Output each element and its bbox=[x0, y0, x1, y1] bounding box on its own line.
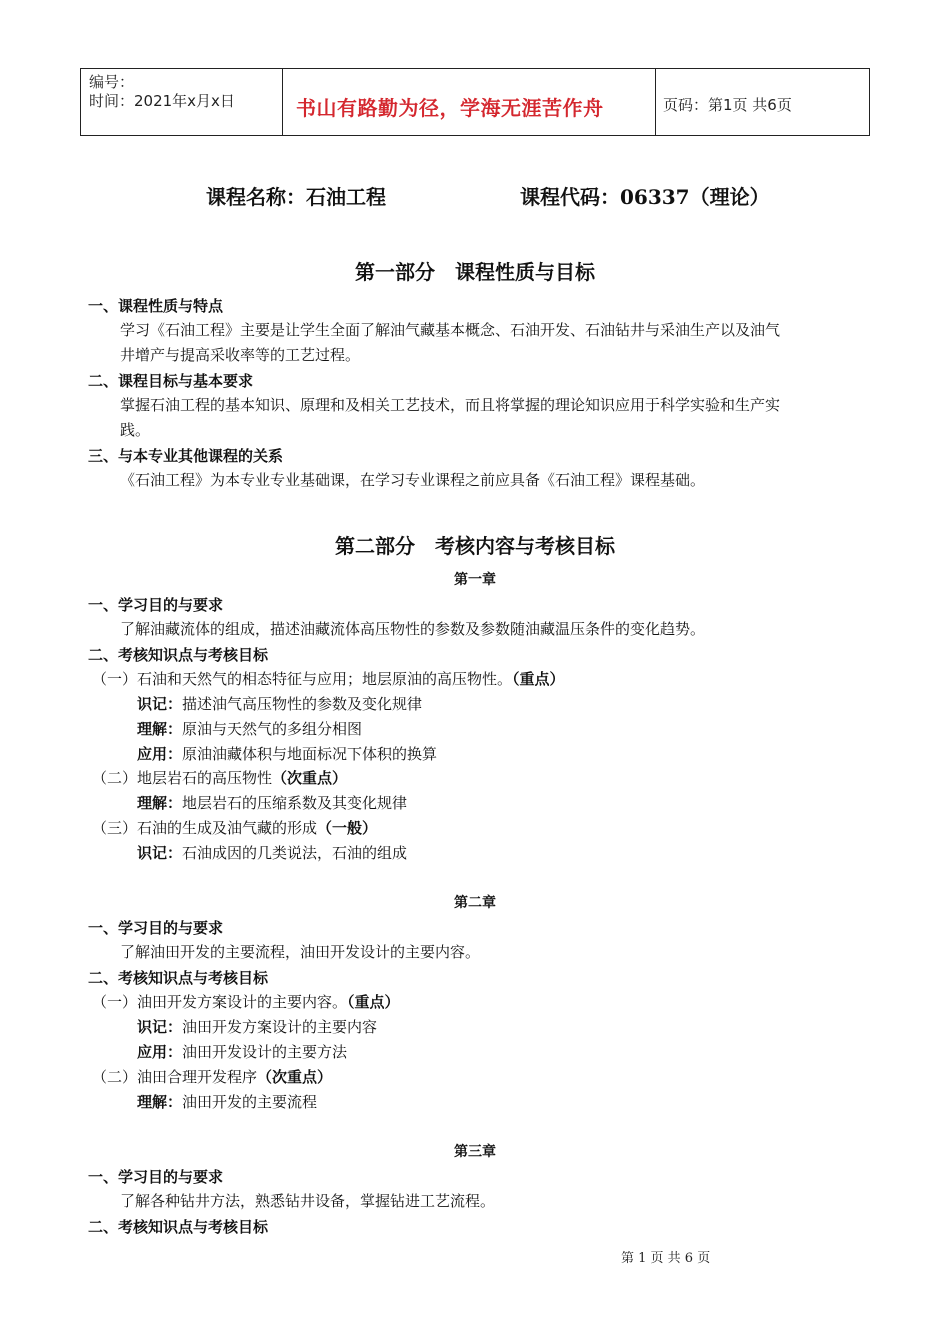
objective-text: 描述油气高压物性的参数及变化规律 bbox=[182, 695, 423, 713]
course-name: 课程名称：石油工程 bbox=[206, 185, 386, 209]
paragraph-line: 践。 bbox=[120, 421, 151, 439]
paragraph-line: 井增产与提高采收率等的工艺过程。 bbox=[120, 346, 361, 364]
priority-tag: （重点） bbox=[347, 993, 400, 1011]
objective-label: 识记： bbox=[137, 1018, 183, 1036]
paragraph-line: 了解油田开发的主要流程，油田开发设计的主要内容。 bbox=[120, 943, 481, 961]
knowledge-point bbox=[92, 1066, 332, 1087]
paragraph-line: 掌握石油工程的基本知识、原理和及相关工艺技术，而且将掌握的理论知识应用于科学实验和生产实 bbox=[120, 396, 781, 414]
knowledge-point bbox=[92, 668, 565, 689]
header-top-border bbox=[80, 68, 870, 69]
header-divider bbox=[655, 68, 656, 136]
part2-title: 第二部分 考核内容与考核目标 bbox=[335, 534, 615, 558]
knowledge-point-text: （一）油田开发方案设计的主要内容。 bbox=[92, 993, 348, 1011]
objective-line bbox=[137, 743, 437, 764]
priority-tag: （次重点） bbox=[257, 1068, 333, 1086]
objective-text: 原油油藏体积与地面标况下体积的换算 bbox=[182, 745, 438, 763]
objective-label: 识记： bbox=[137, 695, 183, 713]
objective-label: 应用： bbox=[137, 1043, 183, 1061]
paragraph-line: 了解各种钻井方法，熟悉钻井设备，掌握钻进工艺流程。 bbox=[120, 1192, 496, 1210]
knowledge-point bbox=[92, 991, 400, 1012]
section-heading: 一、学习目的与要求 bbox=[88, 596, 224, 614]
header-bottom-border bbox=[80, 135, 870, 136]
chapter-title: 第一章 bbox=[454, 572, 496, 588]
document-number-label: 编号： bbox=[89, 73, 135, 91]
chapter-title: 第三章 bbox=[454, 1144, 496, 1160]
objective-label: 理解： bbox=[137, 794, 183, 812]
part1-title: 第一部分 课程性质与目标 bbox=[355, 260, 595, 284]
knowledge-point-text: （三）石油的生成及油气藏的形成 bbox=[92, 819, 318, 837]
priority-tag: （次重点） bbox=[272, 769, 348, 787]
section-heading: 二、考核知识点与考核目标 bbox=[88, 646, 269, 664]
priority-tag: （重点） bbox=[512, 670, 565, 688]
objective-text: 石油成因的几类说法，石油的组成 bbox=[182, 844, 408, 862]
knowledge-point-text: （一）石油和天然气的相态特征与应用；地层原油的高压物性。 bbox=[92, 670, 513, 688]
header-divider bbox=[869, 68, 870, 136]
section-heading: 二、考核知识点与考核目标 bbox=[88, 969, 269, 987]
section-heading: 一、学习目的与要求 bbox=[88, 1168, 224, 1186]
knowledge-point bbox=[92, 767, 347, 788]
paragraph-line: 了解油藏流体的组成，描述油藏流体高压物性的参数及参数随油藏温压条件的变化趋势。 bbox=[120, 620, 706, 638]
section-heading: 三、与本专业其他课程的关系 bbox=[88, 447, 284, 465]
header-divider bbox=[80, 68, 81, 136]
objective-text: 地层岩石的压缩系数及其变化规律 bbox=[182, 794, 408, 812]
objective-text: 原油与天然气的多组分相图 bbox=[182, 720, 363, 738]
paragraph-line: 学习《石油工程》主要是让学生全面了解油气藏基本概念、石油开发、石油钻井与采油生产以及油气 bbox=[120, 321, 781, 339]
page-footer: 第 1 页 共 6 页 bbox=[621, 1251, 711, 1266]
objective-line bbox=[137, 1016, 377, 1037]
objective-text: 油田开发的主要流程 bbox=[182, 1093, 318, 1111]
objective-label: 理解： bbox=[137, 720, 183, 738]
section-heading: 一、课程性质与特点 bbox=[88, 297, 224, 315]
knowledge-point-text: （二）油田合理开发程序 bbox=[92, 1068, 258, 1086]
section-heading: 二、考核知识点与考核目标 bbox=[88, 1218, 269, 1236]
chapter-title: 第二章 bbox=[454, 895, 496, 911]
header-divider bbox=[282, 68, 283, 136]
objective-line bbox=[137, 842, 407, 863]
objective-text: 油田开发设计的主要方法 bbox=[182, 1043, 348, 1061]
objective-line bbox=[137, 1041, 347, 1062]
objective-line bbox=[137, 718, 362, 739]
header-page-label: 页码：第1页 共6页 bbox=[663, 96, 792, 114]
header-motto: 书山有路勤为径，学海无涯苦作舟 bbox=[296, 96, 604, 120]
paragraph-line: 《石油工程》为本专业专业基础课，在学习专业课程之前应具备《石油工程》课程基础。 bbox=[120, 471, 706, 489]
knowledge-point-text: （二）地层岩石的高压物性 bbox=[92, 769, 273, 787]
priority-tag: （一般） bbox=[317, 819, 378, 837]
objective-text: 油田开发方案设计的主要内容 bbox=[182, 1018, 378, 1036]
course-code: 课程代码：06337（理论） bbox=[520, 185, 770, 209]
knowledge-point bbox=[92, 817, 377, 838]
objective-line bbox=[137, 792, 407, 813]
objective-line bbox=[137, 1091, 317, 1112]
objective-line bbox=[137, 693, 422, 714]
objective-label: 应用： bbox=[137, 745, 183, 763]
section-heading: 二、课程目标与基本要求 bbox=[88, 372, 254, 390]
document-time-label: 时间：2021年x月x日 bbox=[89, 92, 235, 110]
objective-label: 识记： bbox=[137, 844, 183, 862]
objective-label: 理解： bbox=[137, 1093, 183, 1111]
section-heading: 一、学习目的与要求 bbox=[88, 919, 224, 937]
